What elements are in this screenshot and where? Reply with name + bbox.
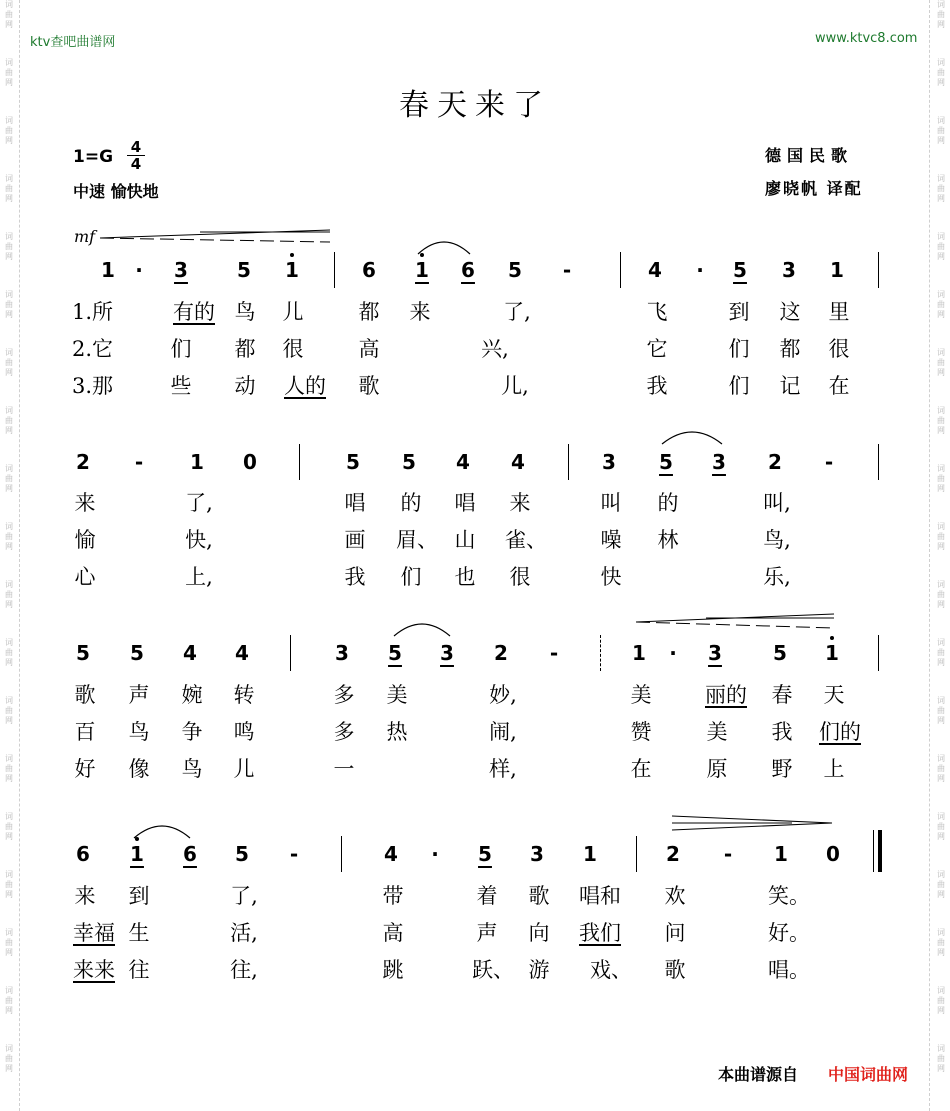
note: 2	[494, 641, 508, 665]
lyric: 声	[128, 683, 150, 707]
lyric: 往,	[230, 958, 258, 982]
time-top: 4	[130, 138, 142, 156]
note: 5	[773, 641, 787, 665]
note: 5	[76, 641, 90, 665]
lyric: 鸟,	[763, 528, 791, 552]
lyric: 一	[333, 757, 355, 781]
lyric: 叫	[600, 491, 622, 515]
lyric: 快	[600, 565, 622, 589]
final-bar-thick	[878, 830, 882, 872]
lyric: 妙,	[489, 683, 517, 707]
lyric: 飞	[646, 300, 668, 324]
watermark-text: 词 曲 网	[937, 986, 945, 1015]
note: 3	[602, 450, 616, 474]
lyric: 来来	[73, 958, 115, 982]
lyric: 好。	[768, 921, 810, 945]
lyric: 游	[528, 958, 550, 982]
dynamic-mark: mf	[74, 227, 96, 246]
watermark-text: 词 曲 网	[937, 522, 945, 551]
note: 5	[235, 842, 249, 866]
watermark-text: 词 曲 网	[5, 290, 13, 319]
note: 4	[511, 450, 525, 474]
lyric: 多	[333, 683, 355, 707]
footer-source-site[interactable]: 中国词曲网	[828, 1065, 909, 1084]
lyric: 都	[234, 337, 256, 361]
lyric: 们	[400, 565, 422, 589]
note: 4	[183, 641, 197, 665]
lyric: 我	[646, 374, 668, 398]
lyric: 们	[728, 337, 750, 361]
bar-line	[878, 635, 879, 671]
slur-arc	[660, 428, 724, 446]
watermark-text: 词 曲 网	[5, 464, 13, 493]
lyric: 百	[74, 720, 96, 744]
lyric: 愉	[74, 528, 96, 552]
lyric: 问	[664, 921, 686, 945]
lyric: 天	[823, 683, 845, 707]
lyric: 了,	[503, 300, 531, 324]
lyric: 里	[828, 300, 850, 324]
note-dot: ·	[135, 258, 143, 282]
lyric: 高	[382, 921, 404, 945]
dash: -	[824, 450, 834, 474]
lyric: 画	[344, 528, 366, 552]
lyric: 生	[128, 921, 150, 945]
watermark-text: 词 曲 网	[5, 638, 13, 667]
lyric: 儿,	[501, 374, 529, 398]
lyric: 了,	[185, 491, 213, 515]
lyric: 戏、	[590, 958, 632, 982]
lyric: 婉	[181, 683, 203, 707]
watermark-text: 词 曲 网	[937, 812, 945, 841]
note: 3	[712, 450, 726, 474]
watermark-text: 词 曲 网	[937, 696, 945, 725]
watermark-text: 词 曲 网	[937, 348, 945, 377]
footer-source-label: 本曲谱源自	[718, 1065, 799, 1084]
lyric: 快,	[185, 528, 213, 552]
lyric: 鸟	[181, 757, 203, 781]
lyric: 人的	[284, 374, 326, 398]
note: 6	[362, 258, 376, 282]
left-watermark	[2, 0, 16, 1102]
watermark-text: 词 曲 网	[937, 174, 945, 203]
lyric: 鸟	[234, 300, 256, 324]
lyric: 很	[282, 337, 304, 361]
lyric: 争	[181, 720, 203, 744]
note: 1	[830, 258, 844, 282]
decrescendo-hairpin	[672, 814, 836, 832]
lyric: 歌	[358, 374, 380, 398]
watermark-text: 词 曲 网	[5, 0, 13, 29]
note-high: 1	[409, 258, 435, 282]
watermark-text: 词 曲 网	[5, 754, 13, 783]
note: 6	[76, 842, 90, 866]
lyric: 原	[706, 757, 728, 781]
lyric: 歌	[528, 884, 550, 908]
crescendo-hairpin-1	[100, 230, 332, 246]
lyric: 2.它	[72, 337, 114, 361]
note-dot: ·	[696, 258, 704, 282]
note: 3	[440, 641, 454, 665]
watermark-text: 词 曲 网	[5, 812, 13, 841]
lyric: 们	[728, 374, 750, 398]
lyric: 些	[170, 374, 192, 398]
lyric: 了,	[230, 884, 258, 908]
watermark-text: 词 曲 网	[5, 522, 13, 551]
watermark-text: 词 曲 网	[937, 638, 945, 667]
watermark-text: 词 曲 网	[5, 348, 13, 377]
bar-line	[334, 252, 335, 288]
lyric: 鸟	[128, 720, 150, 744]
watermark-text: 词 曲 网	[5, 406, 13, 435]
lyric: 好	[74, 757, 96, 781]
watermark-text: 词 曲 网	[5, 1044, 13, 1073]
lyric: 山	[454, 528, 476, 552]
dash: -	[562, 258, 572, 282]
lyric: 鸣	[233, 720, 255, 744]
lyric: 幸福	[73, 921, 115, 945]
tempo-marking: 中速 愉快地	[73, 182, 159, 201]
lyric: 唱	[454, 491, 476, 515]
lyric: 眉、	[396, 528, 438, 552]
watermark-text: 词 曲 网	[5, 174, 13, 203]
bar-line	[620, 252, 621, 288]
lyric: 很	[828, 337, 850, 361]
watermark-text: 词 曲 网	[5, 232, 13, 261]
watermark-text: 词 曲 网	[5, 580, 13, 609]
lyric: 动	[234, 374, 256, 398]
note: 3	[335, 641, 349, 665]
final-bar-thin	[873, 830, 874, 872]
lyric: 儿	[233, 757, 255, 781]
slur-arc	[392, 620, 452, 638]
time-bottom: 4	[127, 155, 145, 172]
watermark-text: 词 曲 网	[5, 870, 13, 899]
lyric: 叫,	[763, 491, 791, 515]
note: 4	[456, 450, 470, 474]
watermark-text: 词 曲 网	[937, 406, 945, 435]
note: 4	[235, 641, 249, 665]
note: 3	[708, 641, 722, 665]
note: 1	[774, 842, 788, 866]
lyric: 它	[646, 337, 668, 361]
lyric: 热	[386, 720, 408, 744]
lyric: 很	[509, 565, 531, 589]
note: 3	[174, 258, 188, 282]
watermark-text: 词 曲 网	[937, 754, 945, 783]
note: 0	[826, 842, 840, 866]
lyric: 来	[509, 491, 531, 515]
lyric: 样,	[489, 757, 517, 781]
bar-line	[568, 444, 569, 480]
lyric: 像	[128, 757, 150, 781]
page-title: 春天来了	[399, 88, 551, 123]
lyric: 心	[74, 565, 96, 589]
dash: -	[549, 641, 559, 665]
note: 0	[243, 450, 257, 474]
watermark-text: 词 曲 网	[937, 1044, 945, 1073]
lyric: 兴,	[481, 337, 509, 361]
lyric: 都	[358, 300, 380, 324]
lyric: 活,	[230, 921, 258, 945]
lyric: 我	[344, 565, 366, 589]
watermark-text: 词 曲 网	[937, 580, 945, 609]
dash: -	[134, 450, 144, 474]
note: 1	[190, 450, 204, 474]
lyric: 高	[358, 337, 380, 361]
note: 6	[461, 258, 475, 282]
bar-line	[636, 836, 637, 872]
lyric: 3.那	[72, 374, 114, 398]
watermark-text: 词 曲 网	[937, 464, 945, 493]
lyric: 春	[771, 683, 793, 707]
bar-line	[878, 252, 879, 288]
bar-line-dashed	[600, 635, 601, 671]
watermark-text: 词 曲 网	[937, 0, 945, 29]
slur-arc	[132, 822, 192, 840]
lyric: 带	[382, 884, 404, 908]
note: 3	[530, 842, 544, 866]
note: 2	[666, 842, 680, 866]
note: 5	[478, 842, 492, 866]
lyric: 我们	[579, 921, 621, 945]
lyric: 上,	[185, 565, 213, 589]
note: 2	[768, 450, 782, 474]
header-right-site[interactable]: www.ktvc8.com	[815, 31, 918, 46]
lyric: 跃、	[472, 958, 514, 982]
lyric: 着	[476, 884, 498, 908]
note-high: 1	[819, 641, 845, 665]
lyric: 1.所	[72, 300, 114, 324]
watermark-text: 词 曲 网	[937, 232, 945, 261]
note: 5	[659, 450, 673, 474]
watermark-text: 词 曲 网	[937, 116, 945, 145]
lyric: 歌	[664, 958, 686, 982]
lyric: 都	[779, 337, 801, 361]
lyric: 转	[233, 683, 255, 707]
note: 6	[183, 842, 197, 866]
lyric: 唱	[344, 491, 366, 515]
lyric: 这	[779, 300, 801, 324]
header-left-site[interactable]: ktv查吧曲谱网	[30, 35, 116, 50]
lyric: 来	[409, 300, 431, 324]
lyric: 在	[630, 757, 652, 781]
lyric: 唱和	[579, 884, 621, 908]
note: 5	[508, 258, 522, 282]
time-signature	[127, 139, 145, 172]
note: 5	[733, 258, 747, 282]
lyric: 我	[771, 720, 793, 744]
lyric: 丽的	[705, 683, 747, 707]
lyric: 向	[528, 921, 550, 945]
lyric: 跳	[382, 958, 404, 982]
watermark-text: 词 曲 网	[937, 928, 945, 957]
bar-line	[878, 444, 879, 480]
bar-line	[341, 836, 342, 872]
lyric: 在	[828, 374, 850, 398]
note: 4	[648, 258, 662, 282]
lyric: 的	[400, 491, 422, 515]
lyric: 来	[74, 491, 96, 515]
note: 5	[388, 641, 402, 665]
lyric: 到	[128, 884, 150, 908]
lyric: 记	[779, 374, 801, 398]
watermark-text: 词 曲 网	[937, 58, 945, 87]
lyric: 的	[657, 491, 679, 515]
lyric: 往	[128, 958, 150, 982]
lyric: 美	[386, 683, 408, 707]
lyric: 噪	[600, 528, 622, 552]
watermark-text: 词 曲 网	[5, 58, 13, 87]
lyric: 笑。	[768, 884, 810, 908]
lyric: 唱。	[768, 958, 810, 982]
lyric: 美	[630, 683, 652, 707]
lyric: 林	[657, 528, 679, 552]
key-signature: 1=G	[73, 147, 114, 167]
note: 2	[76, 450, 90, 474]
lyric: 上	[823, 757, 845, 781]
right-watermark	[934, 0, 948, 1102]
lyric: 多	[333, 720, 355, 744]
dash: -	[723, 842, 733, 866]
note-high: 1	[124, 842, 150, 866]
note: 5	[237, 258, 251, 282]
watermark-text: 词 曲 网	[5, 116, 13, 145]
bar-line	[290, 635, 291, 671]
lyric: 有的	[173, 300, 215, 324]
note: 1	[632, 641, 646, 665]
lyric: 歌	[74, 683, 96, 707]
crescendo-hairpin-2	[636, 612, 836, 630]
lyric: 野	[771, 757, 793, 781]
lyric: 声	[476, 921, 498, 945]
note: 1	[583, 842, 597, 866]
watermark-text: 词 曲 网	[5, 696, 13, 725]
lyric: 们	[170, 337, 192, 361]
lyric: 儿	[282, 300, 304, 324]
lyric: 也	[454, 565, 476, 589]
lyric: 欢	[664, 884, 686, 908]
note: 3	[782, 258, 796, 282]
lyric: 们的	[819, 720, 861, 744]
lyric: 乐,	[763, 565, 791, 589]
left-margin-line	[19, 0, 20, 1111]
arranger: 廖晓帆 译配	[765, 179, 863, 198]
lyric: 美	[706, 720, 728, 744]
lyric: 赞	[630, 720, 652, 744]
right-margin-line	[929, 0, 930, 1111]
note: 1	[101, 258, 115, 282]
note-dot: ·	[431, 842, 439, 866]
watermark-text: 词 曲 网	[937, 870, 945, 899]
note: 5	[346, 450, 360, 474]
watermark-text: 词 曲 网	[5, 986, 13, 1015]
lyric: 来	[74, 884, 96, 908]
note: 5	[130, 641, 144, 665]
watermark-text: 词 曲 网	[937, 290, 945, 319]
watermark-text: 词 曲 网	[5, 928, 13, 957]
lyric: 到	[728, 300, 750, 324]
note-high: 1	[279, 258, 305, 282]
note: 4	[384, 842, 398, 866]
slur-arc	[416, 238, 472, 256]
song-origin: 德国民歌	[765, 146, 854, 165]
lyric: 闹,	[489, 720, 517, 744]
dash: -	[289, 842, 299, 866]
note: 5	[402, 450, 416, 474]
lyric: 雀、	[505, 528, 547, 552]
note-dot: ·	[669, 641, 677, 665]
bar-line	[299, 444, 300, 480]
